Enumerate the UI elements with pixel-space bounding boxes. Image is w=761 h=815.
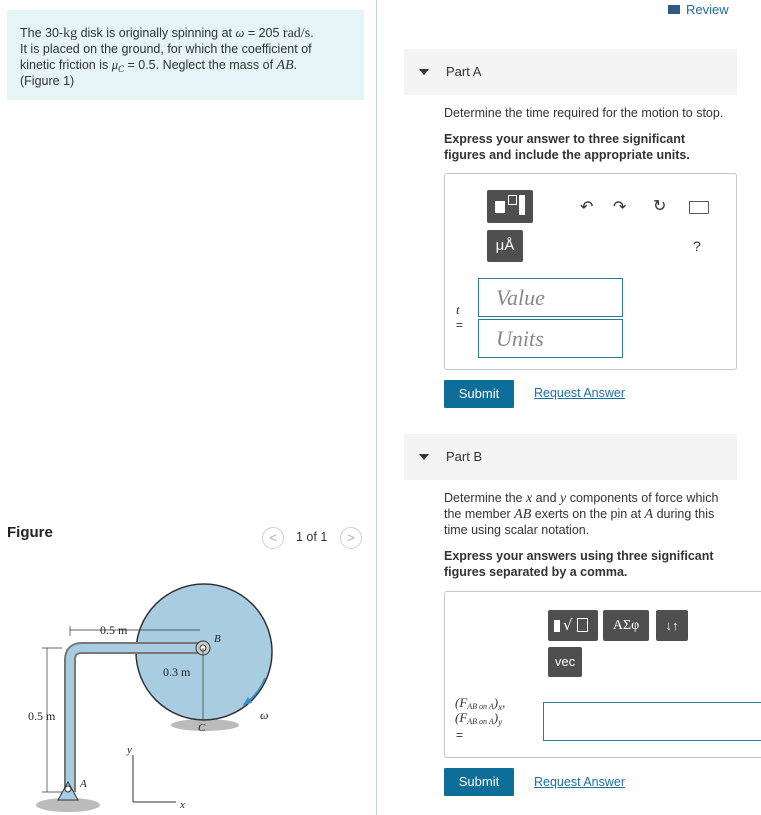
part-a-label: Part A [446, 64, 482, 79]
collapse-triangle-icon[interactable] [419, 69, 429, 75]
problem-statement [7, 10, 364, 100]
part-a-answer-panel [444, 173, 737, 370]
part-a-instructions-1: Express your answer to three significant [444, 132, 686, 146]
variable-t: t [456, 302, 460, 317]
part-a-request-answer[interactable]: Request Answer [534, 386, 626, 400]
templates-button[interactable] [487, 190, 533, 223]
units-input[interactable]: Units [478, 319, 623, 358]
collapse-triangle-icon[interactable] [419, 454, 429, 460]
force-x-label: (FAB on $A)_x$, [455, 695, 506, 712]
label-top-dim: 0.5 m [100, 623, 128, 637]
label-a: A [80, 778, 87, 790]
part-a-instructions-2: figures and include the appropriate units. [444, 148, 690, 162]
keyboard-icon[interactable] [689, 201, 709, 214]
undo-icon[interactable]: ↶ [580, 199, 594, 216]
figure-diagram [0, 570, 376, 815]
templates-button[interactable] [548, 610, 598, 641]
part-a-submit-button[interactable]: Submit [444, 380, 514, 408]
part-b-instructions-2: figures separated by a comma. [444, 565, 628, 579]
pin-a [65, 786, 71, 792]
value-input[interactable]: Value [478, 278, 623, 317]
part-a-header[interactable] [404, 49, 737, 95]
reset-icon[interactable]: ↻ [653, 198, 667, 215]
equals-sign: = [456, 728, 464, 742]
template-block-icon [554, 620, 560, 632]
redo-icon[interactable]: ↷ [613, 199, 627, 216]
label-radius: 0.3 m [163, 665, 191, 679]
book-icon [668, 5, 680, 14]
figure-pager: 1 of 1 [296, 530, 328, 544]
units-button[interactable]: μÅ [487, 230, 523, 262]
figure-title: Figure [7, 524, 53, 541]
problem-line-1: The 30-kg disk is originally spinning at ω = 205 rad/s. [20, 26, 314, 41]
part-a-question: Determine the time required for the motion to stop. [444, 106, 724, 120]
part-b-header[interactable] [404, 434, 737, 480]
template-block-icon-2 [508, 195, 517, 205]
part-b-submit-button[interactable]: Submit [444, 768, 514, 796]
part-b-question-2: the member AB exerts on the pin at A during this [444, 507, 715, 522]
part-b-request-answer[interactable]: Request Answer [534, 775, 626, 789]
part-b-question-1: Determine the x and y components of force which [444, 491, 719, 506]
label-b: B [214, 633, 221, 645]
figure-next-button[interactable]: > [340, 527, 362, 549]
problem-line-2: It is placed on the ground, for which the coefficient of [20, 42, 312, 56]
figure-link[interactable]: (Figure 1) [20, 74, 75, 88]
part-b-label: Part B [446, 449, 483, 464]
label-x: x [180, 799, 185, 811]
panel-divider [376, 0, 377, 815]
label-omega: ω [260, 708, 269, 722]
template-block-icon-2 [577, 618, 588, 632]
figure-prev-button[interactable]: < [262, 527, 284, 549]
label-y: y [127, 744, 132, 756]
force-y-label: (FAB on $A)_y$ [455, 710, 503, 727]
template-block-icon-3 [519, 195, 525, 215]
part-b-answer-panel [444, 591, 761, 758]
label-c: C [198, 722, 206, 734]
help-icon[interactable]: ? [693, 238, 701, 254]
sqrt-icon: √ [563, 616, 573, 634]
greek-button[interactable]: ΑΣφ [603, 610, 649, 641]
template-block-icon [495, 201, 505, 213]
arrows-button[interactable]: ↓↑ [656, 610, 688, 641]
equals-sign: = [456, 318, 464, 332]
part-b-instructions-1: Express your answers using three significant [444, 549, 714, 563]
problem-line-3: kinetic friction is $\mu_C = 0.5$. Neglect the mass of AB. [20, 58, 298, 74]
review-link[interactable]: Review [668, 2, 729, 17]
vec-button[interactable]: vec [548, 647, 582, 677]
force-components-input[interactable] [543, 702, 761, 741]
label-side-dim: 0.5 m [28, 709, 56, 723]
part-b-question-3: time using scalar notation. [444, 523, 590, 537]
